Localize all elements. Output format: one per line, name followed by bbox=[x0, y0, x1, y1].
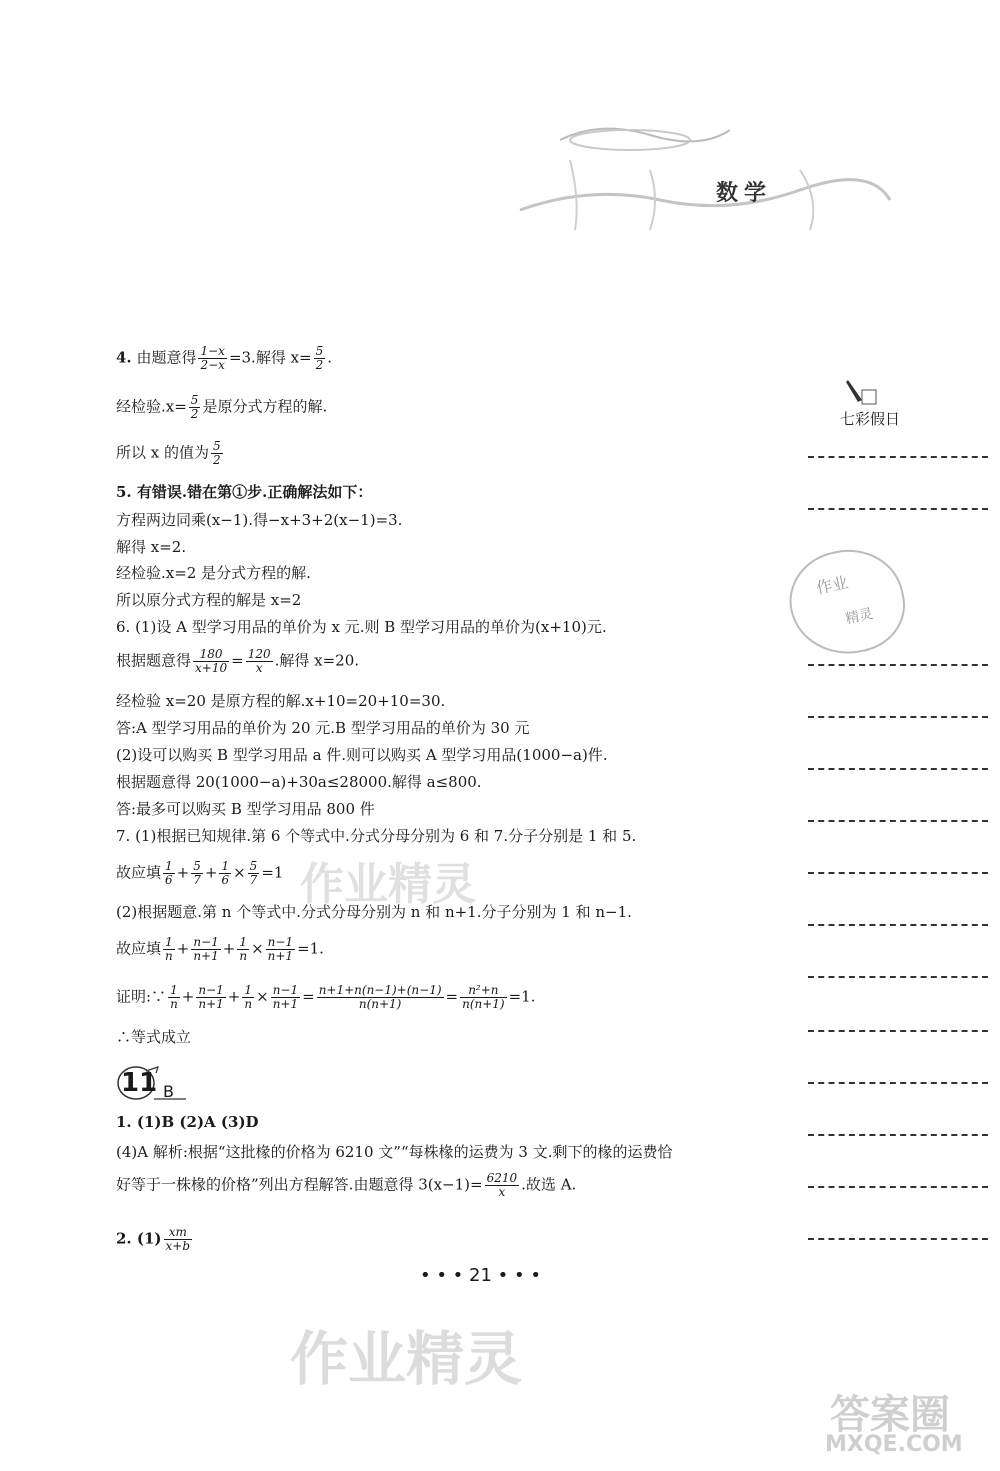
fraction: $\frac{1-x}{2-x}$ bbox=[200, 344, 225, 372]
note-line bbox=[808, 820, 988, 822]
fraction: $\frac{1}{6}$ bbox=[221, 859, 230, 887]
fraction: $\frac{5}{7}$ bbox=[193, 859, 201, 887]
q6-line6: 根据题意得 20(1000−a)+30a≤28000.解得 a≤800. bbox=[116, 773, 482, 791]
q6-line7: 答:最多可以购买 B 型学习用品 800 件 bbox=[116, 800, 375, 818]
q4-line3: 所以 x 的值为 $\frac{5}{2}$ bbox=[116, 439, 221, 467]
note-line bbox=[808, 1238, 988, 1240]
q6-line4: 答:A 型学习用品的单价为 20 元.B 型学习用品的单价为 30 元 bbox=[116, 719, 530, 737]
header-decoration bbox=[500, 100, 900, 250]
fraction: $\frac{5}{7}$ bbox=[249, 859, 258, 887]
note-line bbox=[808, 1186, 988, 1188]
pencil-icon bbox=[842, 376, 882, 406]
fraction: $\frac{1}{n}$ bbox=[244, 983, 253, 1011]
sidebar-label: 七彩假日 bbox=[840, 410, 901, 428]
s11-line4: 2. (1) $\frac{xm}{x+b}$ bbox=[116, 1225, 191, 1253]
q7-line3: (2)根据题意.第 n 个等式中.分式分母分别为 n 和 n+1.分子分别为 1 和 n−1. bbox=[116, 903, 632, 921]
fraction: $\frac{1}{6}$ bbox=[165, 859, 173, 887]
q5-line2: 方程两边同乘(x−1).得−x+3+2(x−1)=3. bbox=[116, 511, 403, 529]
q6-line3: 经检验 x=20 是原方程的解.x+10=20+10=30. bbox=[116, 692, 446, 710]
section-letter: B bbox=[163, 1082, 174, 1101]
fraction: $\frac{1}{n}$ bbox=[170, 983, 178, 1011]
note-line bbox=[808, 664, 988, 666]
fraction: $\frac{1}{n}$ bbox=[239, 935, 248, 963]
fraction: $\frac{n-1}{n+1}$ bbox=[267, 935, 294, 963]
q7-line6: ∴等式成立 bbox=[116, 1028, 192, 1046]
fraction: $\frac{\text{n²+n}}{n(n+1)}$ bbox=[462, 983, 505, 1011]
fraction: $\frac{n-1}{n+1}$ bbox=[198, 983, 224, 1011]
q7-line2: 故应填 $\frac{1}{6}$ + $\frac{5}{7}$ + $\frac{1}{6}$ × $\frac{5}{7}$ =1 bbox=[116, 859, 284, 887]
watermark-brand: 答案圈 bbox=[830, 1392, 950, 1438]
watermark-bottom: 作业精灵 bbox=[290, 1325, 523, 1393]
fraction: $\frac{180}{x+10}$ bbox=[195, 647, 228, 675]
s11-line2: (4)A 解析:根据“这批椽的价格为 6210 文”“每株椽的运费为 3 文.剩下的椽的运费恰 bbox=[116, 1143, 673, 1161]
note-line bbox=[808, 716, 988, 718]
fraction: $\frac{120}{x}$ bbox=[247, 647, 271, 675]
note-line bbox=[808, 1082, 988, 1084]
q7-line5-proof: 证明:∵ $\frac{1}{n}$ + $\frac{n-1}{n+1}$ + $\frac{1}{n}$ × $\frac{n-1}{n+1}$ = $\frac{n+1+n(n-1)+(n-1)}{n(n+1)}$ = $\frac{\text{n²+n}}{n(n+1)}$ =1. bbox=[116, 983, 536, 1011]
fraction: $\frac{5}{2}$ bbox=[315, 344, 324, 372]
q7-line1: 7. (1)根据已知规律.第 6 个等式中.分式分母分别为 6 和 7.分子分别是 1 和 5. bbox=[116, 827, 637, 845]
s11-line3: 好等于一株椽的价格”列出方程解答.由题意得 3(x−1)= $\frac{6210}{x}$ .故选 A. bbox=[116, 1171, 577, 1199]
fraction: $\frac{n-1}{n+1}$ bbox=[193, 935, 219, 963]
q4-line2: 经检验.x= $\frac{5}{2}$ 是原分式方程的解. bbox=[116, 393, 328, 421]
note-line bbox=[808, 872, 988, 874]
fraction: $\frac{n+1+n(n-1)+(n-1)}{n(n+1)}$ bbox=[318, 983, 442, 1011]
note-line bbox=[808, 1134, 988, 1136]
stamp-watermark: 作业 精灵 bbox=[780, 539, 913, 664]
q4-line1: 4. 由题意得 $\frac{1-x}{2-x}$ =3.解得 x= $\frac{5}{2}$ . bbox=[116, 344, 333, 372]
q5-line4: 经检验.x=2 是分式方程的解. bbox=[116, 564, 311, 582]
section-number: 11 bbox=[121, 1068, 158, 1098]
fraction: $\frac{5}{2}$ bbox=[190, 393, 199, 421]
fraction: $\frac{xm}{x+b}$ bbox=[165, 1225, 191, 1253]
s11-line1: 1. (1)B (2)A (3)D bbox=[116, 1113, 259, 1131]
q5-line3: 解得 x=2. bbox=[116, 538, 187, 556]
fraction: $\frac{5}{2}$ bbox=[213, 439, 221, 467]
note-line bbox=[808, 508, 988, 510]
q7-line4: 故应填 $\frac{1}{n}$ + $\frac{n-1}{n+1}$ + $\frac{1}{n}$ × $\frac{n-1}{n+1}$ =1. bbox=[116, 935, 324, 963]
q6-line2: 根据题意得 $\frac{180}{x+10}$ = $\frac{120}{x}$ .解得 x=20. bbox=[116, 647, 360, 675]
note-line bbox=[808, 456, 988, 458]
q6-line1: 6. (1)设 A 型学习用品的单价为 x 元.则 B 型学习用品的单价为(x+10)元. bbox=[116, 618, 607, 636]
note-line bbox=[808, 924, 988, 926]
fraction: $\frac{1}{n}$ bbox=[165, 935, 173, 963]
q5-line1: 5. 有错误.错在第①步.正确解法如下： bbox=[116, 483, 373, 501]
fraction: $\frac{6210}{x}$ bbox=[486, 1171, 518, 1199]
subject-title: 数学 bbox=[716, 180, 773, 206]
note-line bbox=[808, 768, 988, 770]
q5-line5: 所以原分式方程的解是 x=2 bbox=[116, 591, 302, 609]
page-number: • • • 21 • • • bbox=[420, 1265, 541, 1286]
note-line bbox=[808, 976, 988, 978]
watermark-site: MXQE.COM bbox=[825, 1432, 963, 1457]
q6-line5: (2)设可以购买 B 型学习用品 a 件.则可以购买 A 型学习用品(1000−a)件. bbox=[116, 746, 608, 764]
note-line bbox=[808, 1030, 988, 1032]
fraction: $\frac{n-1}{n+1}$ bbox=[272, 983, 299, 1011]
watermark-middle: 作业精灵 bbox=[300, 859, 476, 910]
